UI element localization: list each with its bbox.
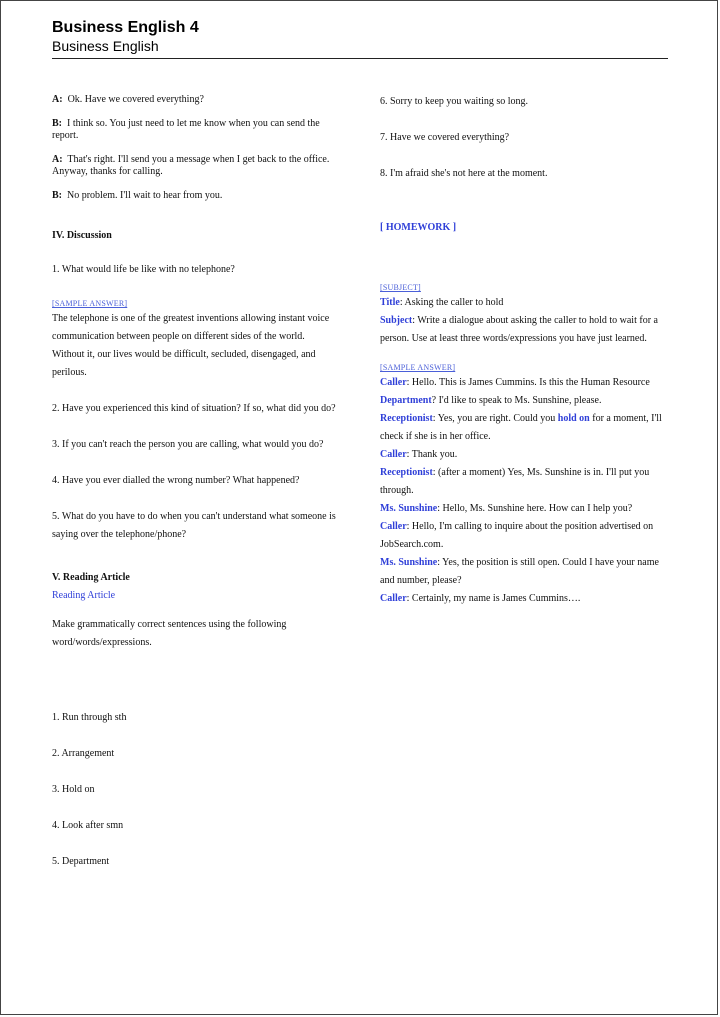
dialogue-line: [380, 590, 665, 608]
homework-title-line: [380, 294, 665, 312]
header-divider: [52, 58, 668, 59]
sample-answer-tag: [SAMPLE ANSWER]: [52, 299, 128, 308]
vocab-item: 8. I'm afraid she's not here at the moment.: [380, 168, 548, 179]
dialogue-line: [52, 118, 337, 142]
dialogue-text: : (after a moment) Yes, Ms. Sunshine is in. I'll put you through.: [380, 467, 650, 496]
sample-answer-text: The telephone is one of the greatest inventions allowing instant voice communication between people on different sides of the world. Without it, our lives would be difficult, secluded, disengaged, and perilous.: [52, 313, 330, 378]
dialogue-line: [380, 500, 665, 518]
speaker-label: Receptionist: [380, 467, 433, 478]
discussion-question-3: 3. If you can't reach the person you are calling, what would you do?: [52, 439, 324, 450]
vocab-item: 6. Sorry to keep you waiting so long.: [380, 96, 529, 107]
speaker-label: Caller: [380, 593, 407, 604]
speaker-label: B:: [52, 118, 62, 129]
homework-heading: [ HOMEWORK ]: [380, 222, 457, 233]
speaker-label: A:: [52, 154, 63, 165]
discussion-question-5: 5. What do you have to do when you can't understand what someone is saying over the telephone/phone?: [52, 511, 336, 540]
vocab-item: 5. Department: [52, 856, 110, 867]
dialogue-text: : Certainly, my name is James Cummins….: [406, 593, 581, 604]
reading-instruction: Make grammatically correct sentences using the following word/words/expressions.: [52, 619, 287, 648]
reading-article-link[interactable]: Reading Article: [52, 590, 116, 601]
speaker-label: Caller: [380, 449, 407, 460]
keyword: Department: [380, 395, 432, 406]
document-title: Business English 4: [52, 19, 199, 36]
document-subtitle: Business English: [52, 38, 159, 54]
vocab-item: 1. Run through sth: [52, 712, 127, 723]
reading-heading: V. Reading Article: [52, 572, 130, 583]
dialogue-text: : Hello, I'm calling to inquire about the position advertised on JobSearch.com.: [380, 521, 654, 550]
dialogue-text: Ok. Have we covered everything?: [67, 94, 204, 105]
vocab-item: 3. Hold on: [52, 784, 95, 795]
dialogue-line: [380, 410, 665, 446]
dialogue-line: [52, 190, 337, 202]
discussion-question-1: 1. What would life be like with no telephone?: [52, 264, 235, 275]
dialogue-text: : Hello, Ms. Sunshine here. How can I help you?: [437, 503, 633, 514]
speaker-label: B:: [52, 190, 62, 201]
speaker-label: Ms. Sunshine: [380, 557, 438, 568]
dialogue-text: : Thank you.: [406, 449, 458, 460]
dialogue-text: No problem. I'll wait to hear from you.: [67, 190, 223, 201]
dialogue-line: [52, 154, 337, 178]
homework-subject-line: [380, 312, 665, 348]
speaker-label: Ms. Sunshine: [380, 503, 438, 514]
dialogue-line: [380, 464, 665, 500]
discussion-question-4: 4. Have you ever dialled the wrong number? What happened?: [52, 475, 300, 486]
dialogue-line: [52, 94, 337, 106]
speaker-label: Receptionist: [380, 413, 433, 424]
sample-dialogue: [380, 374, 665, 608]
dialogue-line: [380, 554, 665, 590]
homework-body: [380, 294, 665, 348]
speaker-label: Caller: [380, 377, 407, 388]
dialogue-text: That's right. I'll send you a message when I get back to the office. Anyway, thanks for calling.: [52, 154, 330, 177]
subject-text: : Write a dialogue about asking the caller to hold to wait for a person. Use at least three words/expressions you have just learned.: [380, 315, 658, 344]
dialogue-line: [380, 518, 665, 554]
title-text: : Asking the caller to hold: [399, 297, 504, 308]
right-column: [380, 96, 665, 608]
vocab-item: 2. Arrangement: [52, 748, 115, 759]
speaker-label: A:: [52, 94, 63, 105]
keyword: hold on: [557, 413, 590, 424]
vocab-item: 4. Look after smn: [52, 820, 124, 831]
sample-answer-tag: [SAMPLE ANSWER]: [380, 363, 456, 372]
discussion-heading: IV. Discussion: [52, 230, 112, 241]
subject-tag: [SUBJECT]: [380, 283, 421, 292]
subject-label: Subject: [380, 315, 413, 326]
dialogue-text: : Yes, the position is still open. Could I have your name and number, please?: [380, 557, 659, 586]
dialogue-text: ? I'd like to speak to Ms. Sunshine, please.: [431, 395, 602, 406]
dialogue-text: for a moment, I'll check if she is in her office.: [380, 413, 662, 442]
speaker-label: Caller: [380, 521, 407, 532]
dialogue-text: I think so. You just need to let me know when you can send the report.: [52, 118, 320, 141]
title-label: Title: [380, 297, 400, 308]
dialogue-text: : Yes, you are right. Could you: [432, 413, 558, 424]
left-column: [52, 94, 337, 868]
vocab-item: 7. Have we covered everything?: [380, 132, 510, 143]
dialogue-line: [380, 446, 665, 464]
dialogue-line: [380, 374, 665, 410]
dialogue-text: : Hello. This is James Cummins. Is this the Human Resource: [406, 377, 650, 388]
discussion-question-2: 2. Have you experienced this kind of situation? If so, what did you do?: [52, 403, 336, 414]
